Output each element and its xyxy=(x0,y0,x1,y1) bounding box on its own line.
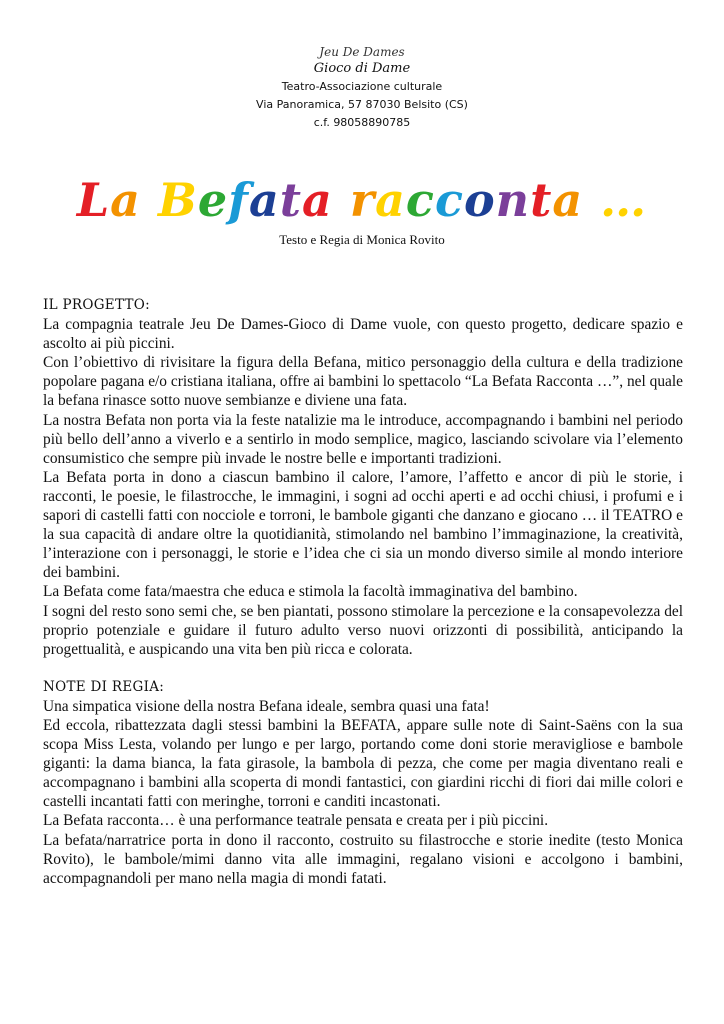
byline: Testo e Regia di Monica Rovito xyxy=(279,232,445,247)
title-letter: c xyxy=(405,173,435,227)
progetto-paragraph: La nostra Befata non porta via la feste natalizie ma le introduce, accompagnando i bambini nel periodo più bello dell’anno a viverlo e a sentirlo in modo semplice, magico, lasciando scivolare via l’elemento consumistico che sempre più invade le nostre belle e importanti tradizioni. xyxy=(43,411,683,467)
title-letter: f xyxy=(228,173,249,227)
title-letter: a xyxy=(110,173,141,227)
regia-paragraph: Una simpatica visione della nostra Befana ideale, sembra quasi una fata! xyxy=(43,697,490,715)
progetto-paragraph: La Befata come fata/maestra che educa e stimola la facoltà immaginativa del bambino. xyxy=(43,583,578,601)
section-heading-progetto: IL PROGETTO: xyxy=(43,297,151,313)
regia-paragraph: Ed eccola, ribattezzata dagli stessi bambini la BEFATA, appare sulle note di Saint-Saëns con la sua scopa Miss Lesta, volando per lungo e per largo, portando come doni storie meravigliose e bambole giganti: la dama bianca, la fata girasole, la bambola di pezza, che come per magia diventano reali e accompagnano i bambini alla scoperta di mondi fantastici, con giardini ricchi di fiori dai mille colori e castelli incantati fatti con meringhe, torroni e canditi incastonati. xyxy=(43,716,683,811)
title-letter: … xyxy=(600,173,648,227)
title-letter: e xyxy=(197,173,229,227)
title-letter xyxy=(141,173,158,227)
title-letter: c xyxy=(434,173,464,227)
document-title xyxy=(0,170,724,230)
progetto-paragraph: I sogni del resto sono semi che, se ben piantati, possono stimolare la percezione e la consapevolezza del proprio potenziale e guidare il futuro adulto verso nuovi orizzonti di possibilità, anticipando la progettualità, e auspicando una vita ben più ricca e colorata. xyxy=(43,602,683,658)
regia-paragraph: La Befata racconta… è una performance teatrale pensata e creata per i più piccini. xyxy=(43,812,549,830)
org-type: Teatro-Associazione culturale xyxy=(281,80,443,93)
regia-paragraph: La befata/narratrice porta in dono il racconto, costruito su filastrocche e storie inedite (testo Monica Rovito), le bambole/mimi danno vita alle immagini, regalano visioni e accolgono i bambini, accompagnandoli per mano nella magia di mondi fatati. xyxy=(43,831,683,887)
progetto-paragraph: Con l’obiettivo di rivisitare la figura della Befana, mitico personaggio della cultura e della tradizione popolare pagana e/o cristiana italiana, offre ai bambini lo spettacolo “La Befata Racconta …”, nel quale la befana rinasce sotto nuove sembianze e diviene una fata. xyxy=(43,354,683,410)
org-subname: Gioco di Dame xyxy=(313,61,411,76)
org-name: Jeu De Dames xyxy=(319,45,405,59)
title-letter: B xyxy=(158,173,198,227)
title-letter xyxy=(333,173,350,227)
title-letter xyxy=(583,173,600,227)
title-letter: a xyxy=(375,173,406,227)
title-letter: a xyxy=(302,173,333,227)
title-letter: a xyxy=(552,173,584,227)
title-letter: t xyxy=(530,173,553,227)
progetto-paragraph: La compagnia teatrale Jeu De Dames-Gioco di Dame vuole, con questo progetto, dedicare spazio e ascolto ai più piccini. xyxy=(43,316,683,353)
title-letter: a xyxy=(248,173,280,227)
letterhead xyxy=(0,44,724,132)
section-heading-regia: NOTE DI REGIA: xyxy=(43,678,165,695)
title-letter: n xyxy=(495,173,531,227)
title-letter: r xyxy=(349,173,376,227)
org-address: Via Panoramica, 57 87030 Belsito (CS) xyxy=(256,98,468,111)
progetto-paragraph: La Befata porta in dono a ciascun bambino il calore, l’amore, l’affetto e ancor di più le storie, i racconti, le poesie, le filastrocche, le immagini, i sogni ad occhi aperti e ad occhi chiusi, i profumi e i sapori di castelli fatti con nocciole e torroni, le bambole giganti che danzano e giocano … il TEATRO e la sua capacità di andare oltre la quotidianità, stimolando nel bambino l’immaginazione, la creatività, l’interazione con i personaggi, le storie e l’idea che ci sia un mondo diverso simile al mondo interiore dei bambini. xyxy=(43,468,683,582)
section-regia xyxy=(43,697,683,888)
title-letter: o xyxy=(463,173,496,227)
title-letter: t xyxy=(279,173,303,227)
org-tax-code: c.f. 98058890785 xyxy=(313,116,411,129)
section-progetto xyxy=(43,315,683,659)
document-body xyxy=(43,296,683,888)
title-letter: L xyxy=(76,173,111,227)
